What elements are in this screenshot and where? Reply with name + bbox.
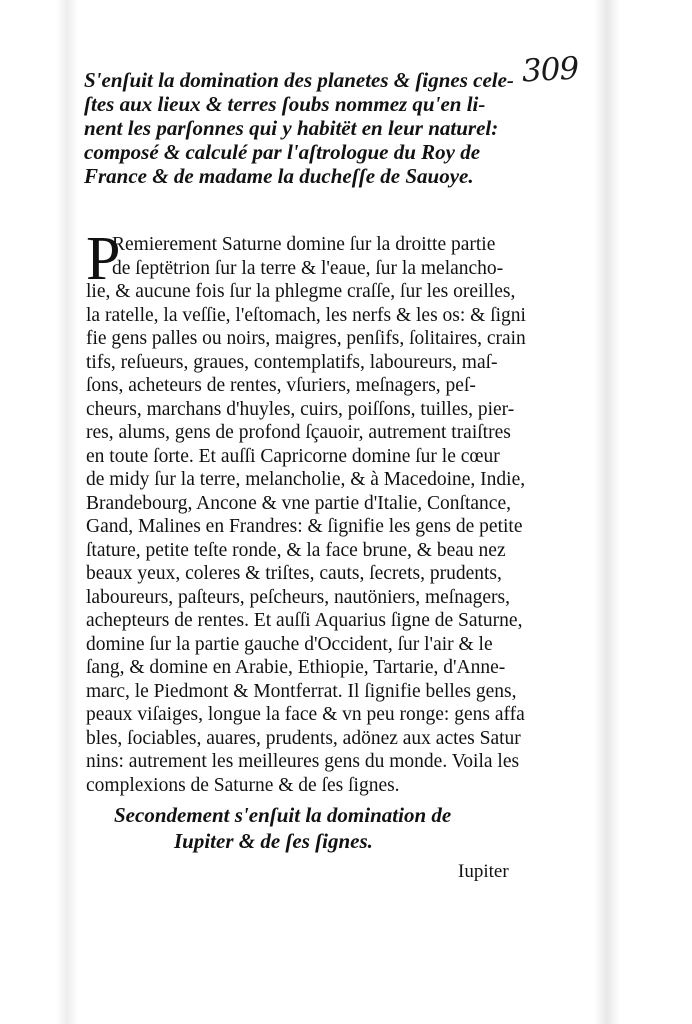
body-line: Remierement Saturne domine ſur la droitte partie bbox=[112, 234, 496, 255]
heading-line: S'enſuit la domination des planetes & ſignes cele- bbox=[84, 68, 514, 92]
body-line: de midy ſur la terre, melancholie, & à Macedoine, Indie, bbox=[86, 469, 526, 490]
body-line: res, alums, gens de profond ſçauoir, autrement traiſtres bbox=[86, 422, 511, 443]
body-line: ſang, & domine en Arabie, Ethiopie, Tartarie, d'Anne- bbox=[86, 657, 506, 678]
body-line: complexions de Saturne & de ſes ſignes. bbox=[86, 774, 400, 796]
body-line: lie, & aucune fois ſur la phlegme craſſe, ſur les oreilles, bbox=[86, 281, 516, 302]
body-line: fie gens palles ou noirs, maigres, penſifs, ſolitaires, crain bbox=[86, 328, 526, 349]
chapter-heading bbox=[84, 68, 532, 188]
body-line: bles, ſociables, auares, prudents, adönez aux actes Satur bbox=[86, 727, 521, 749]
body-line: ſons, acheteurs de rentes, vſuriers, meſnagers, peſ- bbox=[86, 375, 476, 396]
heading-line: France & de madame la ducheſſe de Sauoye. bbox=[84, 164, 474, 188]
heading-line: ſtes aux lieux & terres ſoubs nommez qu'en li- bbox=[84, 92, 486, 116]
body-line: nins: autrement les meilleures gens du monde. Voila les bbox=[86, 751, 520, 772]
section-subheading bbox=[114, 802, 494, 854]
body-line: peaux viſaiges, longue la face & vn peu ronge: gens affa bbox=[86, 704, 525, 725]
body-line: tifs, reſueurs, graues, contemplatifs, laboureurs, maſ- bbox=[86, 351, 498, 373]
drop-cap: P bbox=[86, 225, 121, 293]
body-line: ſtature, petite teſte ronde, & la face brune, & beau nez bbox=[86, 539, 506, 561]
body-line: de ſeptëtrion ſur la terre & l'eaue, ſur la melancho- bbox=[112, 257, 504, 279]
heading-line: composé & calculé par l'aſtrologue du Roy de bbox=[84, 140, 481, 164]
body-line: beaux yeux, coleres & triſtes, cauts, ſecrets, prudents, bbox=[86, 563, 502, 584]
catchword: Iupiter bbox=[458, 861, 509, 882]
body-line: domine ſur la partie gauche d'Occident, ſur l'air & le bbox=[86, 633, 493, 655]
page-number: 309 bbox=[521, 50, 580, 90]
body-text bbox=[86, 225, 526, 797]
subheading-line: Secondement s'enſuit la domination de bbox=[114, 803, 452, 827]
body-line: marc, le Piedmont & Montferrat. Il ſignifie belles gens, bbox=[86, 680, 517, 702]
body-line: cheurs, marchans d'huyles, cuirs, poiſſons, tuilles, pier- bbox=[86, 398, 515, 420]
heading-line: nent les parſonnes qui y habitët en leur naturel: bbox=[84, 116, 499, 140]
body-line: en toute ſorte. Et auſſi Capricorne domine ſur le cœur bbox=[86, 445, 500, 467]
scan-shadow-right bbox=[594, 0, 620, 1024]
body-line: Gand, Malines en Frandres: & ſignifie les gens de petite bbox=[86, 516, 523, 537]
body-line: la ratelle, la veſſie, l'eſtomach, les nerfs & les os: & ſigni bbox=[86, 304, 526, 326]
scan-shadow-left bbox=[56, 0, 78, 1024]
body-line: laboureurs, paſteurs, peſcheurs, nautöniers, meſnagers, bbox=[86, 586, 510, 608]
body-line: achepteurs de rentes. Et auſſi Aquarius ſigne de Saturne, bbox=[86, 610, 523, 631]
body-line: Brandebourg, Ancone & vne partie d'Italie, Conſtance, bbox=[86, 492, 511, 514]
subheading-line: Iupiter & de ſes ſignes. bbox=[174, 829, 373, 853]
